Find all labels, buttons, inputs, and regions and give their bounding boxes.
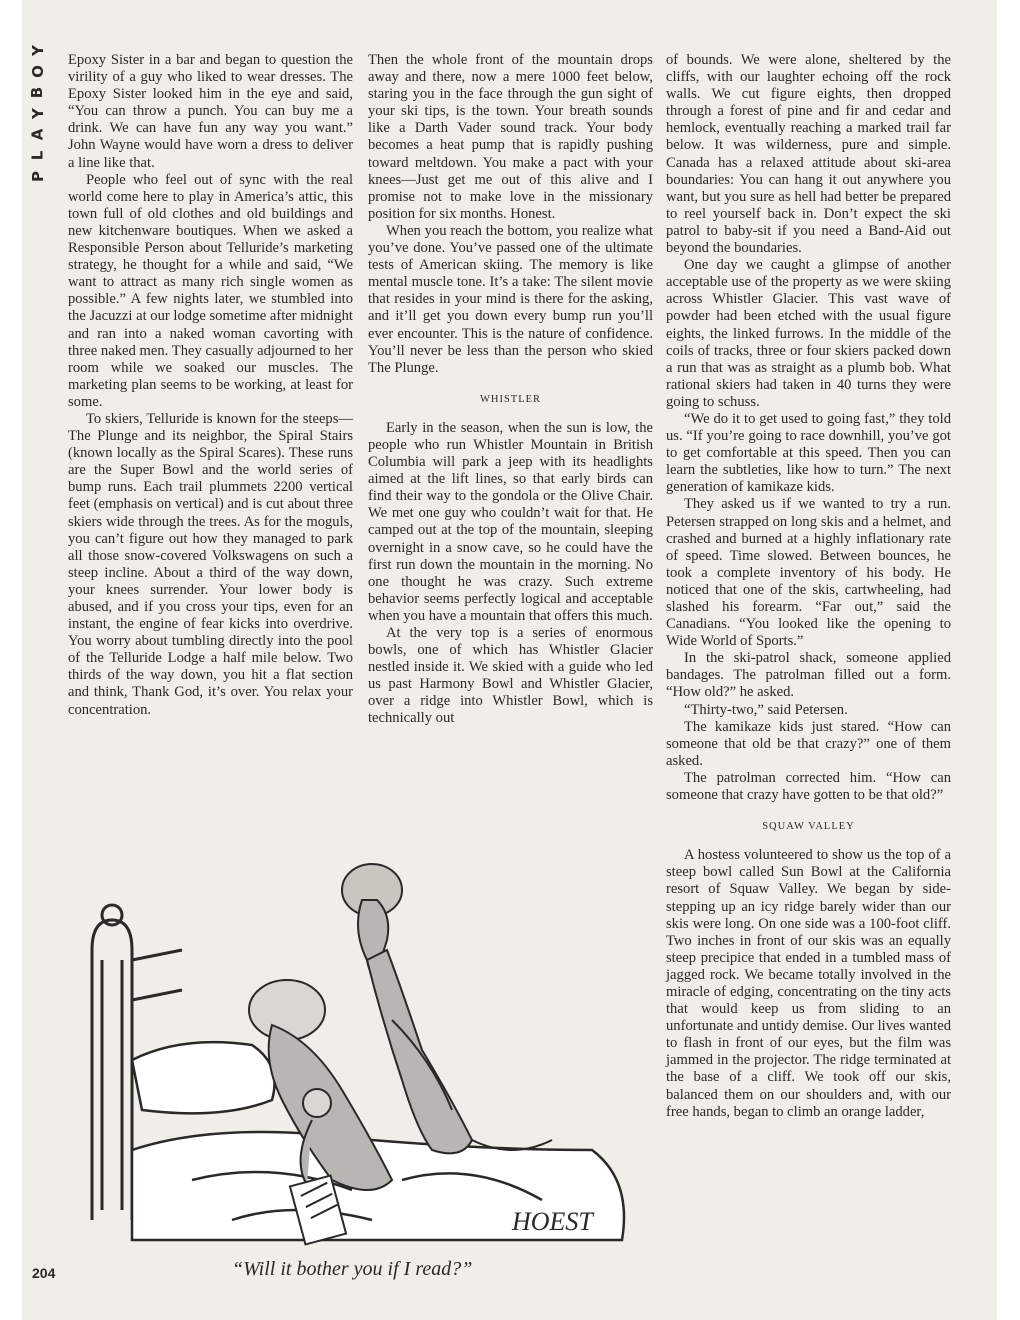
masthead-letter: Y <box>28 108 47 119</box>
paragraph: One day we caught a glimpse of another acceptable use of the property as we were skiing across Whistler Glacier. This vast wave of powder had been etched with the usual figure eights, the linked furrows. In the middle of the coils of tracks, three or four skiers packed down a run that was as straight as a plumb bob. What rational skiers had taken in 40 turns they were going to schuss. <box>666 257 951 410</box>
masthead-playboy <box>28 40 48 200</box>
man-figure <box>342 864 552 1153</box>
text-column-2 <box>368 52 653 728</box>
paragraph: “We do it to get used to going fast,” they told us. “If you’re going to race downhill, you’ve got to get comfortable at this speed. Then you can learn the subtleties, like how to turn.” The next generation of kamikaze kids. <box>666 410 951 496</box>
page-number: 204 <box>32 1265 56 1281</box>
section-heading-squaw-valley: SQUAW VALLEY <box>762 821 855 833</box>
paragraph: Epoxy Sister in a bar and began to question the virility of a guy who liked to wear dresses. The Epoxy Sister looked him in the eye and said, “You can throw a punch. You can buy me a drink. We can have fun any way you want.” John Wayne would have worn a dress to deliver a line like that. <box>68 52 353 171</box>
masthead-letter: Y <box>28 45 47 56</box>
masthead-letter: P <box>28 171 47 182</box>
masthead-letter: A <box>28 128 47 141</box>
paragraph: A hostess volunteered to show us the top of a steep bowl called Sun Bowl at the California resort of Squaw Valley. We began by side-stepping up an icy ridge barely wider than our skis were long. On one side was a 100-foot cliff. Two inches in front of our skis was an equally steep precipice that ended in a tumbled mass of jagged rock. We became totally involved in the miracle of edging, concentrating on the tiny acts that would keep us from sliding to an unfortunate and untidy demise. Our lives wanted to flash in front of our eyes, but the film was jammed in the projector. The ridge terminated at the base of a cliff. We took off our skis, balanced them on our shoulders and, with our free hands, began to climb an orange ladder, <box>666 847 951 1120</box>
paragraph: Then the whole front of the mountain drops away and there, now a mere 1000 feet below, staring you in the face through the gun sight of your ski tips, is the town. Your breath sounds like a Darth Vader sound track. Your body becomes a heat pump that is rapidly pushing toward meltdown. You make a pact with your knees—Just get me out of this alive and I promise not to make love in the missionary position for six months. Honest. <box>368 52 653 222</box>
paragraph: When you reach the bottom, you realize what you’ve done. You’ve passed one of the ultimate tests of American skiing. The memory is like mental muscle tone. It’s a take: The silent movie that resides in your mind is there for the asking, and it’ll get you down every bump run you’ll ever encounter. This is the nature of confidence. You’ll never be less than the person who skied The Plunge. <box>368 222 653 376</box>
paragraph: To skiers, Telluride is known for the steeps—The Plunge and its neighbor, the Spiral Stairs (known locally as the Spiral Scares). These runs are the Super Bowl and the world series of bump runs. Each trail plummets 2200 vertical feet (emphasis on vertical) and is cut about three skiers wide through the trees. As for the moguls, you can’t figure out how they managed to park all those snow-covered Volkswagens on such a steep incline. About a third of the way down, your knees surrender. Your lower body is abused, and if you cross your tips, even for an instant, the engine of fear kicks into overdrive. You worry about tumbling directly into the pool of the Telluride Lodge a half mile below. Two thirds of the way down, you hit a flat section and think, Thank God, it’s over. You relax your concentration. <box>68 410 353 718</box>
paragraph: Early in the season, when the sun is low, the people who run Whistler Mountain in British Columbia will park a jeep with its headlights aimed at the lift lines, so that early birds can find their way to the gondola or the Olive Chair. We met one guy who couldn’t wait for that. He camped out at the top of the mountain, sleeping overnight in a snow cave, so he could have the first run down the mountain in the morning. No one thought he was crazy. Such extreme behavior seems perfectly logical and acceptable when you have a mountain that offers this much. <box>368 419 653 624</box>
magazine-page <box>22 0 997 1320</box>
paragraph: of bounds. We were alone, sheltered by the cliffs, with our laughter echoing off the rock walls. We cut figure eights, then dropped through a forest of pine and fir and cedar and hemlock, eventually reaching a marked trail far below. It was wilderness, pure and simple. Canada has a relaxed attitude about ski-area boundaries: You can hang it out anywhere you want, but you sure as hell had better be prepared to reel yourself back in. Don’t expect the ski patrol to baby-sit if you need a Band-Aid out beyond the boundaries. <box>666 52 951 257</box>
paragraph: The patrolman corrected him. “How can someone that crazy have gotten to be that old?” <box>666 769 951 804</box>
cartoon-caption: “Will it bother you if I read?” <box>232 1258 473 1280</box>
text-column-1 <box>68 52 353 719</box>
paragraph: They asked us if we wanted to try a run. Petersen strapped on long skis and a helmet, and crashed and burned at a highly inflationary rate of speed. Time slowed. Between bounces, he took a complete inventory of his body. He noticed that one of the skis, cartwheeling, had slashed his forearm. “Far out,” said the Canadians. “You looked like the opening to Wide World of Sports.” <box>666 496 951 650</box>
paragraph: The kamikaze kids just stared. “How can someone that old be that crazy?” one of them asked. <box>666 718 951 769</box>
paragraph: People who feel out of sync with the real world come here to play in America’s attic, this town full of old clothes and old buildings and new kitchenware boutiques. When we asked a Responsible Person about Telluride’s marketing strategy, he thought for a while and said, “We want to attract as many rich single women as possible.” A few nights later, we stumbled into the Jacuzzi at our lodge sometime after midnight and ran into a naked woman cavorting with three naked men. They casually adjourned to her room while we soaked our muscles. The marketing plan seems to be working, at least for some. <box>68 171 353 410</box>
paragraph: “Thirty-two,” said Petersen. <box>684 701 848 718</box>
masthead-letter: L <box>28 150 47 161</box>
masthead-letter: B <box>28 86 47 99</box>
paragraph: In the ski-patrol shack, someone applied bandages. The patrolman filled out a form. “How old?” he asked. <box>666 650 951 701</box>
cartoon-illustration <box>72 820 647 1250</box>
masthead-letter: O <box>28 65 47 78</box>
cartoon-signature: HOEST <box>512 1207 593 1236</box>
section-heading-whistler: WHISTLER <box>479 393 542 405</box>
text-column-3 <box>666 52 951 1121</box>
paragraph: At the very top is a series of enormous bowls, one of which has Whistler Glacier nestled inside it. We skied with a guide who led us past Harmony Bowl and Whistler Glacier, over a ridge into Whistler Bowl, which is technically out <box>368 625 653 727</box>
